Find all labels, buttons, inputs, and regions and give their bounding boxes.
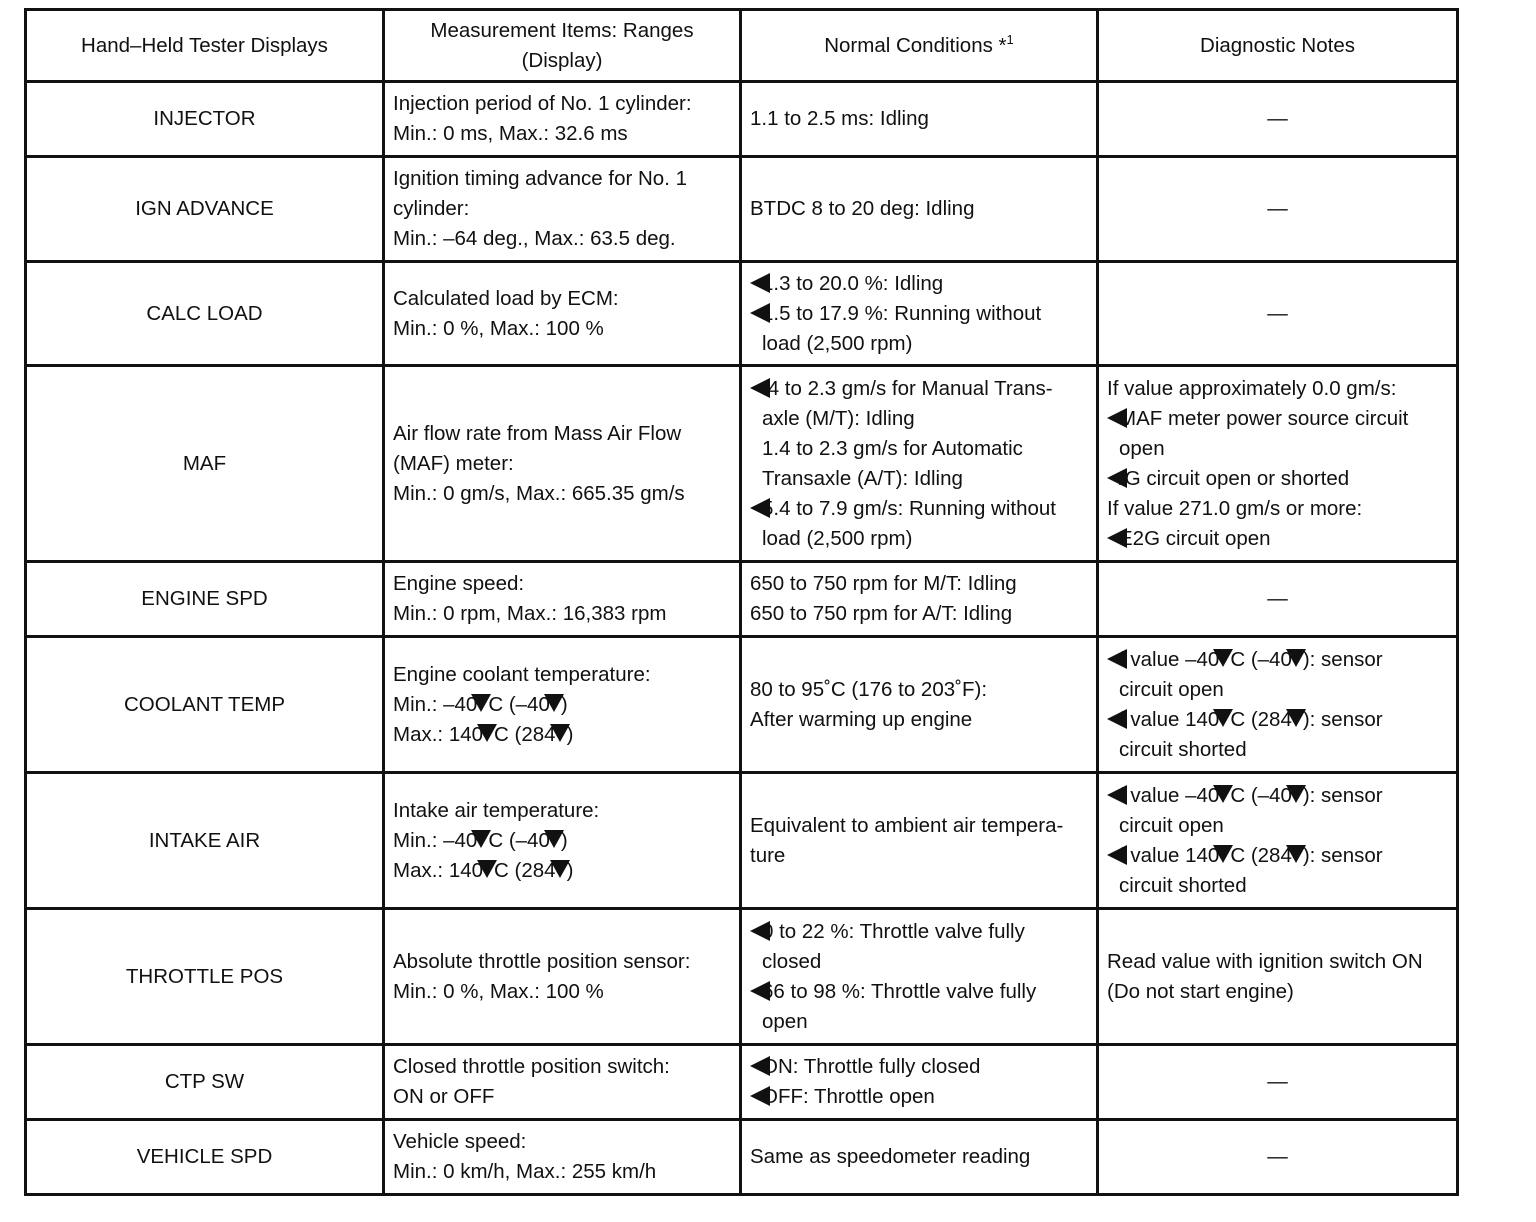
- row-range: Calculated load by ECM: Min.: 0 %, Max.: 100 %: [384, 262, 741, 366]
- row-notes: —: [1098, 82, 1458, 157]
- table-row: [26, 82, 1458, 157]
- row-display: CTP SW: [26, 1045, 384, 1120]
- header-diagnostic-notes: Diagnostic Notes: [1098, 10, 1458, 82]
- row-range: Injection period of No. 1 cylinder: Min.: 0 ms, Max.: 32.6 ms: [384, 82, 741, 157]
- table-row: [26, 562, 1458, 637]
- row-range: Engine speed: Min.: 0 rpm, Max.: 16,383 rpm: [384, 562, 741, 637]
- row-notes: f value –40 C (–40 ): sensor circuit open f value 140 C (284 ): sensor circuit shorted: [1098, 637, 1458, 773]
- table-row: [26, 366, 1458, 562]
- row-normal: 0 to 22 %: Throttle valve fully closed 66 to 98 %: Throttle valve fully open: [741, 909, 1098, 1045]
- row-display: ENGINE SPD: [26, 562, 384, 637]
- row-display: VEHICLE SPD: [26, 1120, 384, 1195]
- row-notes: —: [1098, 157, 1458, 262]
- table-row: [26, 773, 1458, 909]
- row-display: THROTTLE POS: [26, 909, 384, 1045]
- table-row: [26, 262, 1458, 366]
- row-display: INJECTOR: [26, 82, 384, 157]
- row-display: IGN ADVANCE: [26, 157, 384, 262]
- row-normal: 650 to 750 rpm for M/T: Idling 650 to 750 rpm for A/T: Idling: [741, 562, 1098, 637]
- table-row: [26, 1120, 1458, 1195]
- table-row: [26, 909, 1458, 1045]
- row-display: CALC LOAD: [26, 262, 384, 366]
- data-list-table: [24, 8, 1459, 1196]
- row-range: Vehicle speed: Min.: 0 km/h, Max.: 255 km/h: [384, 1120, 741, 1195]
- row-range: Absolute throttle position sensor: Min.: 0 %, Max.: 100 %: [384, 909, 741, 1045]
- row-range: Engine coolant temperature: Min.: –40 C (–40 ) Max.: 140 C (284 ): [384, 637, 741, 773]
- row-normal: ON: Throttle fully closed OFF: Throttle open: [741, 1045, 1098, 1120]
- header-normal-conditions: Normal Conditions *$^1$: [741, 10, 1098, 82]
- row-normal: Same as speedometer reading: [741, 1120, 1098, 1195]
- row-range: Intake air temperature: Min.: –40 C (–40 ) Max.: 140 C (284 ): [384, 773, 741, 909]
- row-display: INTAKE AIR: [26, 773, 384, 909]
- footnote-mark: 1: [1006, 31, 1014, 47]
- table-row: [26, 1045, 1458, 1120]
- row-range: Air flow rate from Mass Air Flow (MAF) meter: Min.: 0 gm/s, Max.: 665.35 gm/s: [384, 366, 741, 562]
- row-normal: 1.1 to 2.5 ms: Idling: [741, 82, 1098, 157]
- header-row: [26, 10, 1458, 82]
- table-row: [26, 637, 1458, 773]
- header-displays: Hand–Held Tester Displays: [26, 10, 384, 82]
- row-notes: —: [1098, 1045, 1458, 1120]
- row-normal: Equivalent to ambient air tempera- ture: [741, 773, 1098, 909]
- row-normal: BTDC 8 to 20 deg: Idling: [741, 157, 1098, 262]
- row-notes: f value –40 C (–40 ): sensor circuit open f value 140 C (284 ): sensor circuit shorted: [1098, 773, 1458, 909]
- row-notes: —: [1098, 1120, 1458, 1195]
- row-normal: 80 to 95˚C (176 to 203˚F): After warming up engine: [741, 637, 1098, 773]
- row-normal: 1.3 to 20.0 %: Idling 1.5 to 17.9 %: Running without load (2,500 rpm): [741, 262, 1098, 366]
- row-notes: Read value with ignition switch ON (Do not start engine): [1098, 909, 1458, 1045]
- table-row: [26, 157, 1458, 262]
- row-notes: —: [1098, 562, 1458, 637]
- row-normal: .4 to 2.3 gm/s for Manual Trans- axle (M/T): Idling 1.4 to 2.3 gm/s for Automatic Transaxle (A/T): Idling 5.4 to 7.9 gm/s: Running without load (2,500 rpm): [741, 366, 1098, 562]
- header-measurement: Measurement Items: Ranges (Display): [384, 10, 741, 82]
- row-notes: If value approximately 0.0 gm/s: MAF meter power source circuit open /G circuit open or shorted If value 271.0 gm/s or more: E2G circuit open: [1098, 366, 1458, 562]
- row-display: COOLANT TEMP: [26, 637, 384, 773]
- row-display: MAF: [26, 366, 384, 562]
- row-range: Closed throttle position switch: ON or OFF: [384, 1045, 741, 1120]
- row-notes: —: [1098, 262, 1458, 366]
- row-range: Ignition timing advance for No. 1 cylinder: Min.: –64 deg., Max.: 63.5 deg.: [384, 157, 741, 262]
